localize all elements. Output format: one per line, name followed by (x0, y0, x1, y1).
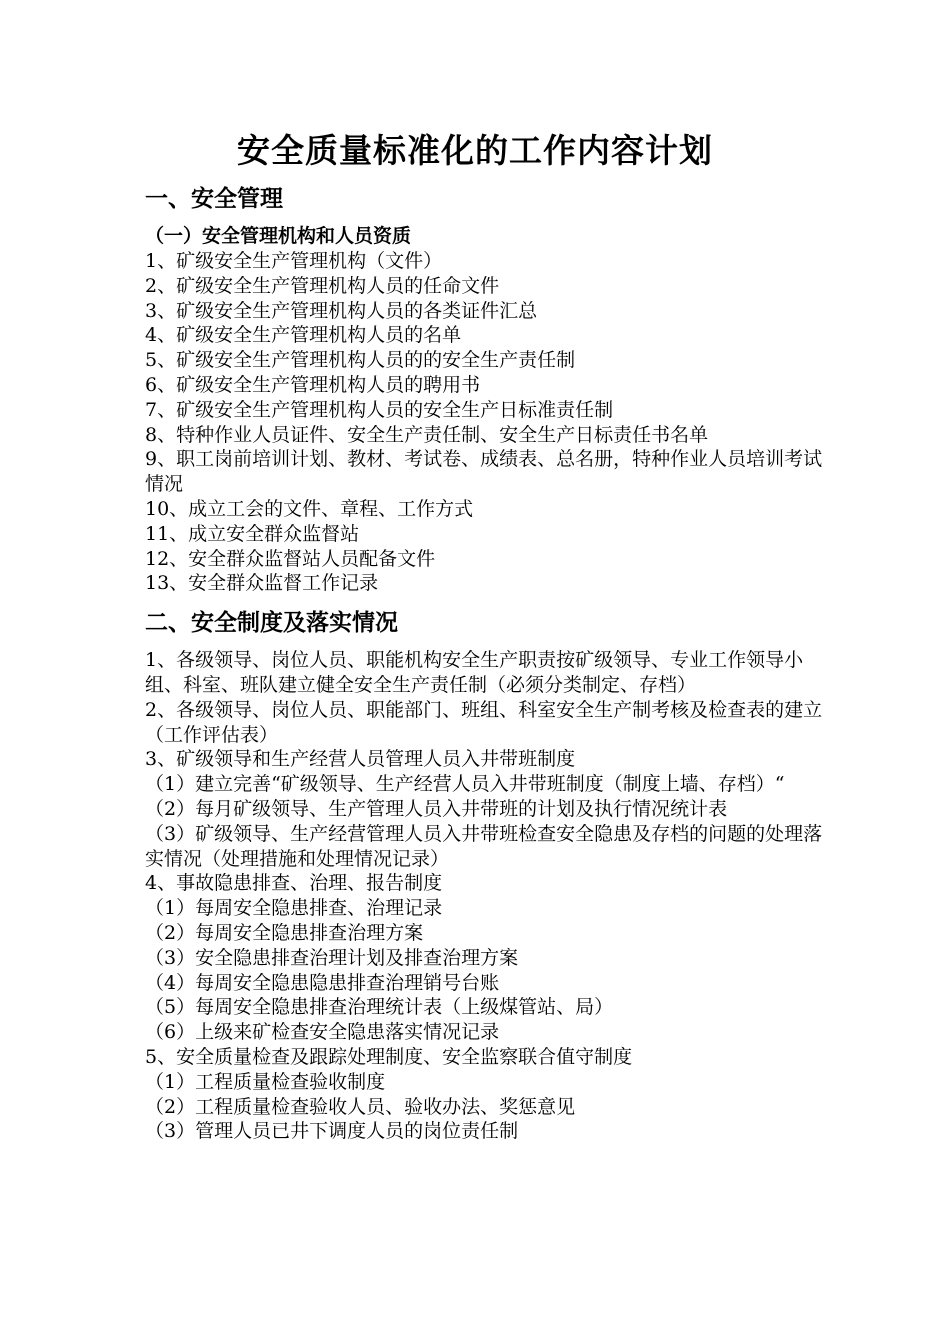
list-item: 10、成立工会的文件、章程、工作方式 (145, 497, 474, 520)
list-item: （1）建立完善“矿级领导、生产经营人员入井带班制度（制度上墙、存档）“ (145, 773, 785, 796)
list-item: （3）矿级领导、生产经营管理人员入井带班检查安全隐患及存档的问题的处理落实情况（处理措施和处理情况记录） (145, 822, 823, 870)
list-item: （5）每周安全隐患排查治理统计表（上级煤管站、局） (145, 996, 614, 1019)
list-item: （2）每周安全隐患排查治理方案 (145, 921, 424, 944)
list-item: （1）工程质量检查验收制度 (145, 1070, 386, 1093)
list-item: 3、矿级领导和生产经营人员管理人员入井带班制度 (145, 748, 576, 771)
list-item: 5、安全质量检查及跟踪处理制度、安全监察联合值守制度 (145, 1045, 633, 1068)
list-item: 13、安全群众监督工作记录 (145, 572, 379, 595)
list-item: 1、矿级安全生产管理机构（文件） (145, 250, 443, 272)
list-item: 12、安全群众监督站人员配备文件 (145, 547, 436, 570)
list-item: 4、矿级安全生产管理机构人员的名单 (145, 324, 462, 347)
list-item: 5、矿级安全生产管理机构人员的的安全生产责任制 (145, 349, 576, 372)
section1-list (145, 249, 825, 596)
list-item: 4、事故隐患排查、治理、报告制度 (145, 872, 443, 895)
section-heading-safety-management: 一、安全管理 (145, 185, 283, 212)
list-item: 1、各级领导、岗位人员、职能机构安全生产职责按矿级领导、专业工作领导小组、科室、班队建立健全安全生产责任制（必须分类制定、存档） (145, 649, 804, 696)
list-item: （6）上级来矿检查安全隐患落实情况记录 (145, 1021, 500, 1044)
subsection-heading-organization: （一）安全管理机构和人员资质 (145, 225, 412, 247)
list-item: 11、成立安全群众监督站 (145, 522, 360, 545)
list-item: 2、矿级安全生产管理机构人员的任命文件 (145, 274, 500, 297)
list-item: （1）每周安全隐患排查、治理记录 (145, 897, 443, 920)
list-item: 3、矿级安全生产管理机构人员的各类证件汇总 (145, 299, 538, 322)
list-item: 8、特种作业人员证件、安全生产责任制、安全生产日标责任书名单 (145, 423, 709, 446)
list-item: （3）管理人员已井下调度人员的岗位责任制 (145, 1120, 519, 1143)
list-item: （4）每周安全隐患隐患排查治理销号台账 (145, 971, 500, 994)
list-item: 9、职工岗前培训计划、教材、考试卷、成绩表、总名册，特种作业人员培训考试情况 (145, 448, 823, 496)
list-item: 6、矿级安全生产管理机构人员的聘用书 (145, 373, 481, 396)
list-item: （2）工程质量检查验收人员、验收办法、奖惩意见 (145, 1095, 576, 1118)
section2-list (145, 648, 825, 1144)
list-item: （2）每月矿级领导、生产管理人员入井带班的计划及执行情况统计表 (145, 797, 728, 820)
section-heading-safety-rules: 二、安全制度及落实情况 (145, 609, 398, 637)
list-item: 2、各级领导、岗位人员、职能部门、班组、科室安全生产制考核及检查表的建立（工作评估表） (145, 698, 823, 746)
list-item: （3）安全隐患排查治理计划及排查治理方案 (145, 946, 519, 969)
page-title: 安全质量标准化的工作内容计划 (237, 131, 713, 170)
list-item: 7、矿级安全生产管理机构人员的安全生产日标准责任制 (145, 398, 614, 421)
document-body (145, 182, 825, 1144)
